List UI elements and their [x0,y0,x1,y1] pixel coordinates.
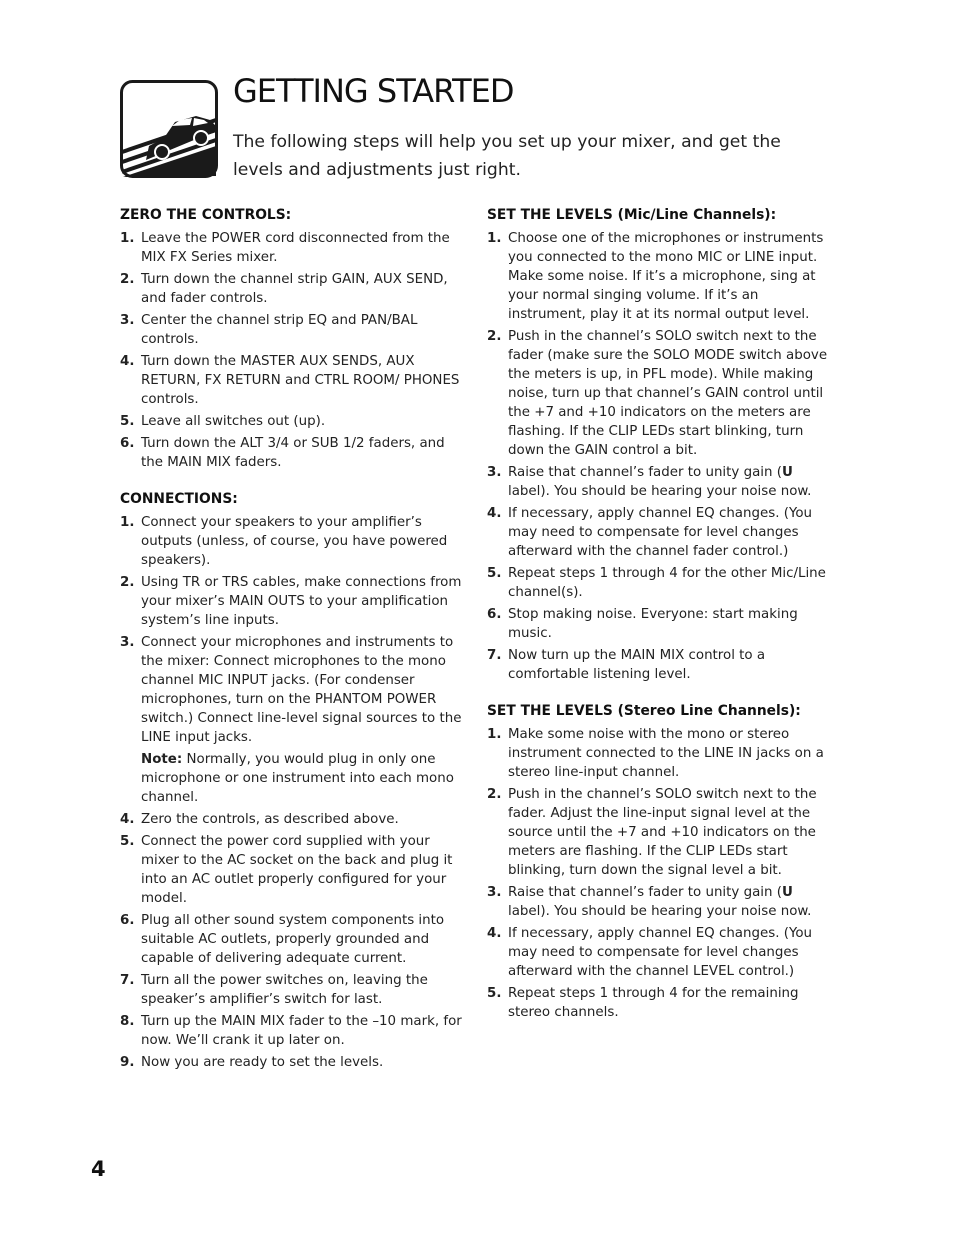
step-text: Make some noise with the mono or stereo instrument connected to the LINE IN jacks on a stereo line-input channel. [508,727,824,780]
step-number: 1. [120,231,135,246]
unity-label: U [781,885,793,900]
step-number: 4. [120,354,135,369]
list-item [120,573,466,630]
step-number: 8. [120,1014,135,1029]
step-number: 5. [487,566,502,581]
section-heading: SET THE LEVELS (Stereo Line Channels): [487,703,801,719]
step-text: Now you are ready to set the levels. [141,1055,384,1070]
step-number: 1. [120,515,135,530]
right-column [487,206,837,1040]
step-number: 2. [487,329,502,344]
step-number: 5. [120,834,135,849]
zero-controls-section [120,206,466,472]
step-number: 3. [120,635,135,650]
step-text-pre: Raise that channel’s fader to unity gain ( [508,465,782,480]
list-item [120,1053,466,1072]
step-text: If necessary, apply channel EQ changes. (You may need to compensate for level changes afterward with the channel fader control.) [508,506,813,559]
list-item [487,883,837,921]
list-item [120,810,466,829]
list-item [120,1012,466,1050]
list-item [487,463,837,501]
page-number: 4 [91,1157,106,1181]
unity-label: U [781,465,793,480]
list-item [120,270,466,308]
list-item [487,984,837,1022]
step-text: Connect your speakers to your amplifier’s outputs (unless, of course, you have powered speakers). [141,515,448,568]
list-item [120,229,466,267]
step-text-post: label). You should be hearing your noise now. [508,904,812,919]
step-text: Stop making noise. Everyone: start making music. [508,607,798,641]
section-heading: SET THE LEVELS (Mic/Line Channels): [487,207,777,223]
list-item [487,725,837,782]
step-number: 7. [487,648,502,663]
list-item [487,229,837,324]
step-text: Plug all other sound system components into suitable AC outlets, properly grounded and capable of delivering adequate current. [141,913,445,966]
list-item [120,513,466,570]
step-number: 5. [120,414,135,429]
step-text: Turn up the MAIN MIX fader to the –10 mark, for now. We’ll crank it up later on. [141,1014,462,1048]
step-number: 2. [487,787,502,802]
mic-line-levels-section [487,206,837,684]
step-number: 3. [120,313,135,328]
step-text: Zero the controls, as described above. [141,812,399,827]
list-item [487,327,837,460]
step-text: Turn all the power switches on, leaving the speaker’s amplifier’s switch for last. [141,973,428,1007]
step-text: Center the channel strip EQ and PAN/BAL controls. [141,313,418,347]
step-number: 6. [120,913,135,928]
list-item [487,605,837,643]
section-heading: CONNECTIONS: [120,491,238,507]
step-text: Turn down the ALT 3/4 or SUB 1/2 faders, and the MAIN MIX faders. [141,436,445,470]
step-text-pre: Raise that channel’s fader to unity gain ( [508,885,782,900]
mic-line-levels-list [487,229,837,684]
step-number: 1. [487,727,502,742]
step-text: Push in the channel’s SOLO switch next to the fader. Adjust the line-input signal level at the source until the +7 and +10 indicators on the meters are flashing. If the CLIP LEDs start blinking, turn down the signal level a bit. [508,787,817,878]
step-text: Push in the channel’s SOLO switch next to the fader (make sure the SOLO MODE switch above the meters is up, in PFL mode). While making noise, turn up that channel’s GAIN control until the +7 and +10 indicators on the meters are flashing. If the CLIP LEDs start blinking, turn down the GAIN control a bit. [508,329,828,458]
list-item [120,412,466,431]
note-text: Normally, you would plug in only one microphone or one instrument into each mono channel. [141,752,454,805]
list-item [120,633,466,807]
step-text: Turn down the channel strip GAIN, AUX SEND, and fader controls. [141,272,448,306]
list-item [120,352,466,409]
note-paragraph [141,750,466,807]
step-text-post: label). You should be hearing your noise now. [508,484,812,499]
car-uphill-icon [120,80,218,178]
step-number: 6. [120,436,135,451]
list-item [487,504,837,561]
step-text: Using TR or TRS cables, make connections from your mixer’s MAIN OUTS to your amplification system’s line inputs. [141,575,462,628]
note-label: Note: [141,752,183,767]
step-number: 6. [487,607,502,622]
step-text: Repeat steps 1 through 4 for the other Mic/Line channel(s). [508,566,826,600]
step-number: 3. [487,885,502,900]
zero-controls-list [120,229,466,472]
step-text: Repeat steps 1 through 4 for the remaining stereo channels. [508,986,799,1020]
list-item [120,434,466,472]
step-text: Now turn up the MAIN MIX control to a comfortable listening level. [508,648,766,682]
page-title: GETTING STARTED [233,72,514,110]
section-heading: ZERO THE CONTROLS: [120,207,292,223]
step-number: 2. [120,272,135,287]
list-item [487,564,837,602]
step-text: Connect your microphones and instruments to the mixer: Connect microphones to the mono channel MIC INPUT jacks. (For condenser microphones, turn on the PHANTOM POWER switch.) Connect line-level signal sources to the LINE input jacks. [141,635,462,745]
step-text: Leave all switches out (up). [141,414,326,429]
list-item [120,311,466,349]
list-item [120,911,466,968]
step-text: If necessary, apply channel EQ changes. (You may need to compensate for level changes afterward with the channel LEVEL control.) [508,926,813,979]
connections-list [120,513,466,1072]
connections-section [120,490,466,1072]
list-item [487,646,837,684]
list-item [487,924,837,981]
left-column [120,206,466,1090]
step-text: Leave the POWER cord disconnected from the MIX FX Series mixer. [141,231,450,265]
step-number: 4. [487,506,502,521]
list-item [120,832,466,908]
step-text: Turn down the MASTER AUX SENDS, AUX RETURN, FX RETURN and CTRL ROOM/ PHONES controls. [141,354,460,407]
intro-text: The following steps will help you set up your mixer, and get the levels and adjustments just right. [233,132,781,180]
step-number: 9. [120,1055,135,1070]
list-item [487,785,837,880]
stereo-levels-list [487,725,837,1022]
step-number: 1. [487,231,502,246]
step-number: 4. [487,926,502,941]
step-number: 7. [120,973,135,988]
step-text: Choose one of the microphones or instruments you connected to the mono MIC or LINE input. Make some noise. If it’s a microphone, sing at your normal singing volume. If it’s an instrument, play it at its normal output level. [508,231,824,322]
stereo-levels-section [487,702,837,1022]
step-number: 4. [120,812,135,827]
step-text: Connect the power cord supplied with your mixer to the AC socket on the back and plug it into an AC outlet properly configured for your model. [141,834,453,906]
list-item [120,971,466,1009]
step-number: 3. [487,465,502,480]
step-number: 2. [120,575,135,590]
step-number: 5. [487,986,502,1001]
